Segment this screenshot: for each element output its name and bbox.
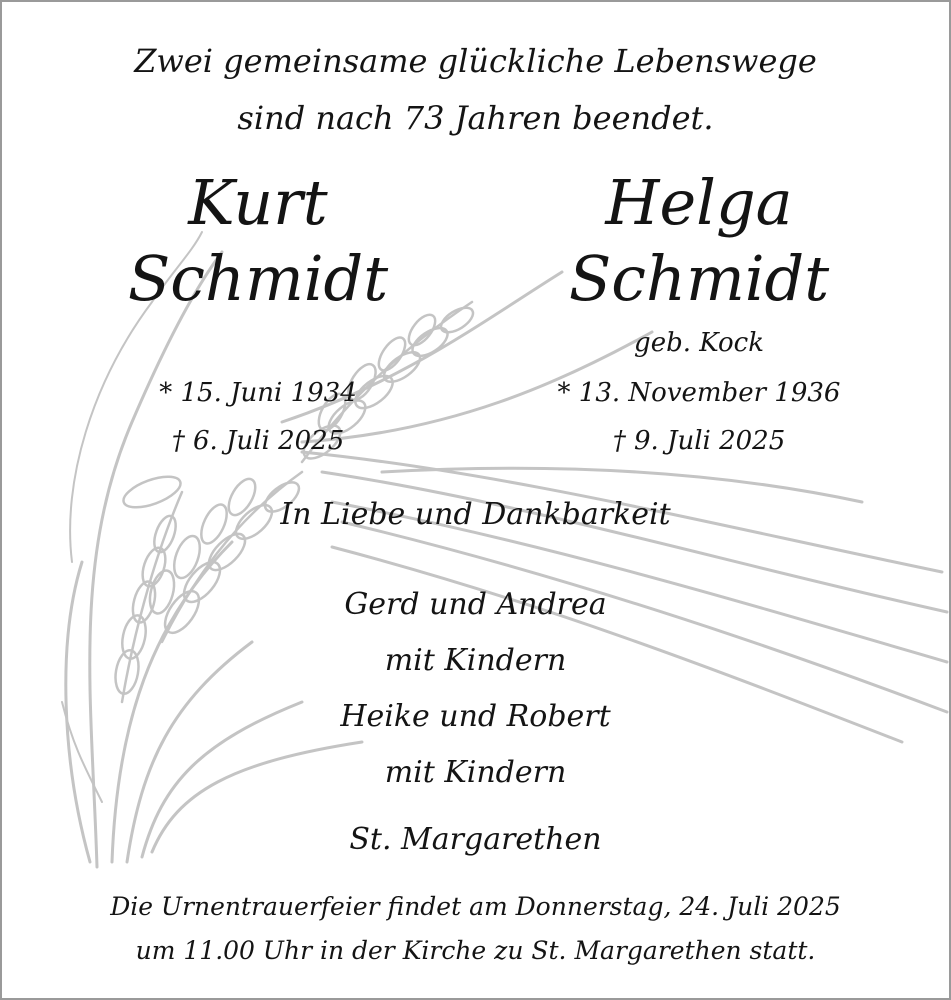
- funeral-notice-line-1: Die Urnentrauerfeier findet am Donnerstag, 24. Juli 2025: [110, 892, 841, 921]
- intro-line-1: Zwei gemeinsame glückliche Lebenswege: [134, 42, 817, 80]
- mourner-line: mit Kindern: [384, 755, 567, 790]
- mourner-line: mit Kindern: [384, 643, 567, 678]
- right-first-name: Helga: [605, 166, 793, 239]
- place: St. Margarethen: [349, 822, 602, 857]
- left-birth-date: * 15. Juni 1934: [159, 378, 357, 408]
- left-death-date: † 6. Juli 2025: [171, 426, 345, 456]
- mourner-line: Heike und Robert: [340, 699, 611, 734]
- right-last-name: Schmidt: [568, 242, 830, 315]
- funeral-notice-line-2: um 11.00 Uhr in der Kirche zu St. Margarethen statt.: [135, 936, 816, 965]
- intro-line-2: sind nach 73 Jahren beendet.: [237, 99, 714, 137]
- left-last-name: Schmidt: [127, 242, 389, 315]
- right-death-date: † 9. Juli 2025: [612, 426, 786, 456]
- left-first-name: Kurt: [188, 166, 328, 239]
- mourner-line: Gerd und Andrea: [344, 587, 607, 622]
- right-maiden-name: geb. Kock: [634, 328, 764, 358]
- right-birth-date: * 13. November 1936: [557, 378, 841, 408]
- dedication: In Liebe und Dankbarkeit: [280, 497, 671, 532]
